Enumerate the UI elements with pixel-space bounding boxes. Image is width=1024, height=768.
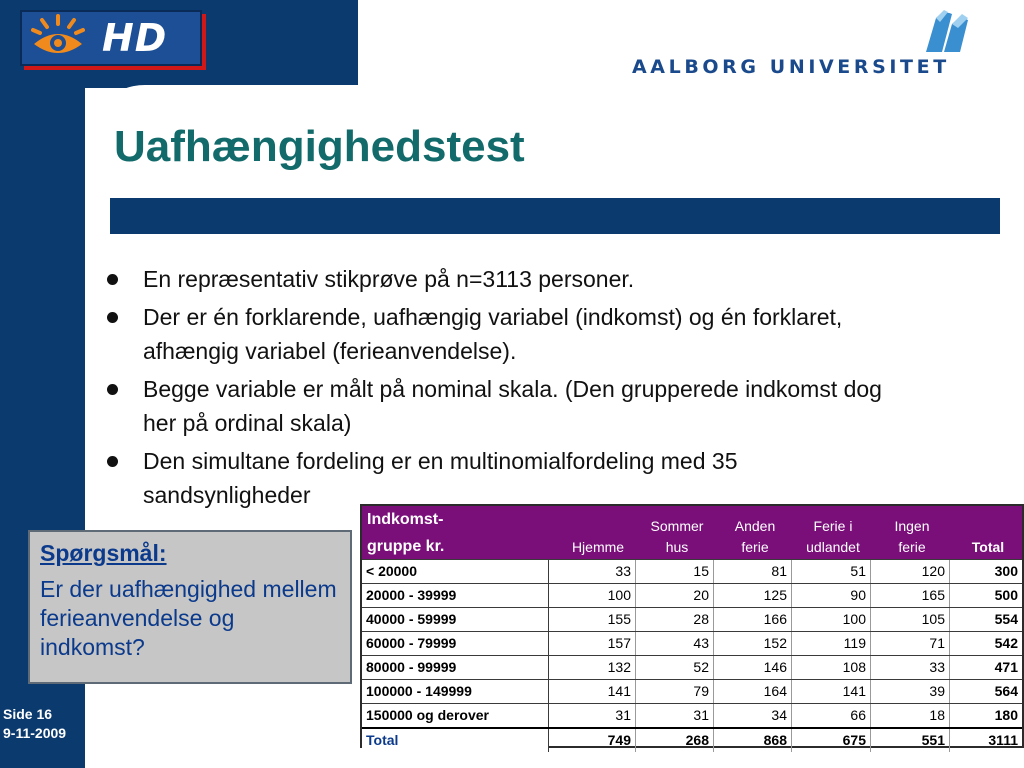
aau-wave-icon xyxy=(922,8,974,54)
table-row xyxy=(362,607,1022,631)
table-cell: 675 xyxy=(792,729,871,752)
table-row xyxy=(362,583,1022,607)
row-label: < 20000 xyxy=(362,560,549,583)
table-cell: 81 xyxy=(714,560,792,583)
table-cell: 551 xyxy=(871,729,950,752)
bullet-item: Begge variable er målt på nominal skala. (Den grupperede indkomst dog her på ordinal skala) xyxy=(105,372,905,440)
table-cell: 90 xyxy=(792,584,871,607)
table-cell: 120 xyxy=(871,560,950,583)
row-label: 40000 - 59999 xyxy=(362,608,549,631)
table-cell: 18 xyxy=(871,704,950,727)
title-underline-bar xyxy=(110,198,1000,234)
row-label: 60000 - 79999 xyxy=(362,632,549,655)
table-cell: 119 xyxy=(792,632,871,655)
table-cell: 52 xyxy=(636,656,714,679)
table-header xyxy=(362,506,1022,559)
bullet-list xyxy=(105,262,905,516)
table-cell: 51 xyxy=(792,560,871,583)
income-vacation-table xyxy=(360,504,1024,748)
table-cell: 71 xyxy=(871,632,950,655)
row-total-cell: 500 xyxy=(994,587,1018,603)
table-row xyxy=(362,631,1022,655)
table-row xyxy=(362,679,1022,703)
question-heading: Spørgsmål: xyxy=(40,540,167,566)
question-text: Er der uafhængighed mellem ferieanvendelse og indkomst? xyxy=(40,576,337,660)
column-header-total: Total xyxy=(971,539,1005,555)
table-cell: 132 xyxy=(549,656,636,679)
table-cell: 146 xyxy=(714,656,792,679)
table-cell: 33 xyxy=(549,560,636,583)
table-cell: 155 xyxy=(549,608,636,631)
row-label: 150000 og derover xyxy=(362,704,549,727)
table-cell: 868 xyxy=(714,729,792,752)
table-cell: 28 xyxy=(636,608,714,631)
table-cell: 164 xyxy=(714,680,792,703)
table-cell: 43 xyxy=(636,632,714,655)
bullet-dot-icon xyxy=(107,312,118,323)
university-name: AALBORG UNIVERSITET xyxy=(632,56,950,78)
bullet-dot-icon xyxy=(107,274,118,285)
page-number: Side 16 xyxy=(3,706,53,722)
table-cell: 39 xyxy=(871,680,950,703)
bullet-item: Der er én forklarende, uafhængig variabel (indkomst) og én forklaret, afhængig variabel (ferieanvendelse). xyxy=(105,300,905,368)
table-cell: 157 xyxy=(549,632,636,655)
row-label: 100000 - 149999 xyxy=(362,680,549,703)
table-cell: 141 xyxy=(549,680,636,703)
table-cell: 141 xyxy=(792,680,871,703)
table-cell: 100 xyxy=(549,584,636,607)
table-total-row xyxy=(362,727,1022,751)
column-header-ingen-ferie: Ingen ferie xyxy=(894,518,930,555)
table-cell: 15 xyxy=(636,560,714,583)
row-total-cell: 3111 xyxy=(988,732,1018,748)
slide-date: 9-11-2009 xyxy=(3,725,67,741)
table-cell: 100 xyxy=(792,608,871,631)
table-cell: 34 xyxy=(714,704,792,727)
row-total-cell: 564 xyxy=(994,683,1018,699)
column-header-ferie-udlandet: Ferie i udlandet xyxy=(806,518,860,555)
row-label: 20000 - 39999 xyxy=(362,584,549,607)
table-cell: 152 xyxy=(714,632,792,655)
table-cell: 749 xyxy=(549,729,636,752)
bullet-item: En repræsentativ stikprøve på n=3113 personer. xyxy=(105,262,905,296)
table-cell: 31 xyxy=(549,704,636,727)
column-header-hjemme: Hjemme xyxy=(571,539,625,555)
row-label: 80000 - 99999 xyxy=(362,656,549,679)
table-header-label-line1: Indkomst- xyxy=(367,511,444,528)
row-total-cell: 554 xyxy=(994,611,1018,627)
table-cell: 125 xyxy=(714,584,792,607)
bullet-item: Den simultane fordeling er en multinomialfordeling med 35 sandsynligheder xyxy=(105,444,865,512)
row-total-cell: 542 xyxy=(994,635,1018,651)
table-cell: 79 xyxy=(636,680,714,703)
table-cell: 31 xyxy=(636,704,714,727)
table-cell: 165 xyxy=(871,584,950,607)
table-cell: 166 xyxy=(714,608,792,631)
column-header-sommerhus: Sommer hus xyxy=(650,518,704,555)
question-box xyxy=(28,530,352,684)
row-total-cell: 471 xyxy=(994,659,1018,675)
table-row xyxy=(362,559,1022,583)
table-cell: 268 xyxy=(636,729,714,752)
table-row xyxy=(362,703,1022,727)
row-label: Total xyxy=(362,729,549,752)
table-cell: 20 xyxy=(636,584,714,607)
bullet-dot-icon xyxy=(107,456,118,467)
table-cell: 108 xyxy=(792,656,871,679)
table-cell: 33 xyxy=(871,656,950,679)
table-cell: 105 xyxy=(871,608,950,631)
bullet-dot-icon xyxy=(107,384,118,395)
row-total-cell: 300 xyxy=(994,563,1018,579)
slide-title: Uafhængighedstest xyxy=(114,122,525,171)
hd-logo xyxy=(20,10,202,66)
eye-sun-icon xyxy=(28,12,88,64)
table-header-label-line2: gruppe kr. xyxy=(367,538,445,555)
table-cell: 66 xyxy=(792,704,871,727)
row-total-cell: 180 xyxy=(994,707,1018,723)
table-row xyxy=(362,655,1022,679)
hd-logo-text: HD xyxy=(102,16,168,60)
slide-footer xyxy=(3,705,66,743)
column-header-anden-ferie: Anden ferie xyxy=(734,518,776,555)
